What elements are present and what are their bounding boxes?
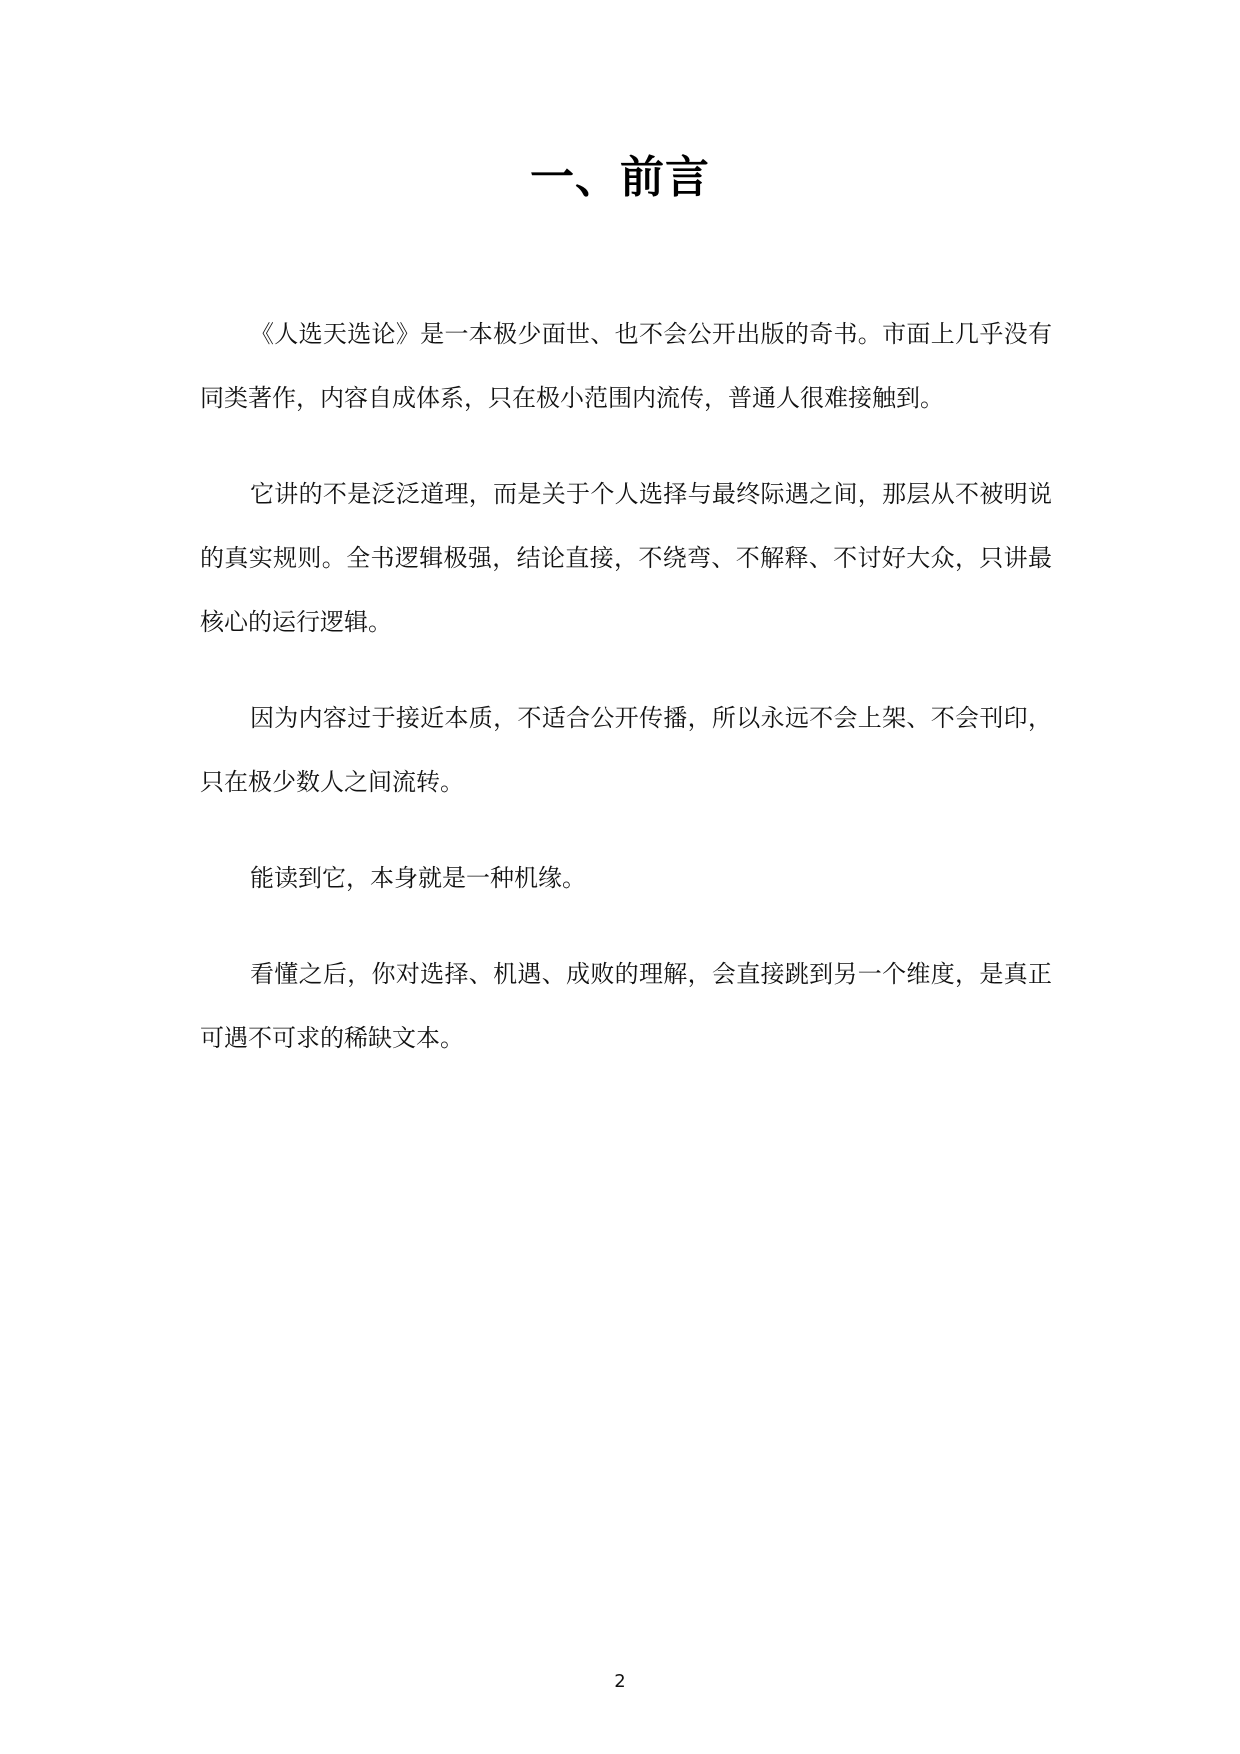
paragraph-2: 它讲的不是泛泛道理，而是关于个人选择与最终际遇之间，那层从不被明说的真实规则。全书逻辑极强，结论直接，不绕弯、不解释、不讨好大众，只讲最核心的运行逻辑。 bbox=[200, 480, 1052, 636]
page-number: 2 bbox=[614, 1671, 626, 1692]
paragraph-5: 看懂之后，你对选择、机遇、成败的理解，会直接跳到另一个维度，是真正可遇不可求的稀缺文本。 bbox=[200, 960, 1052, 1052]
section-title: 一、前言 bbox=[530, 152, 710, 203]
paragraph-1: 《人选天选论》是一本极少面世、也不会公开出版的奇书。市面上几乎没有同类著作，内容自成体系，只在极小范围内流传，普通人很难接触到。 bbox=[200, 320, 1052, 412]
paragraph-4: 能读到它，本身就是一种机缘。 bbox=[250, 864, 586, 892]
paragraph-3: 因为内容过于接近本质，不适合公开传播，所以永远不会上架、不会刊印，只在极少数人之间流转。 bbox=[200, 704, 1052, 796]
body-text bbox=[200, 302, 1052, 1102]
